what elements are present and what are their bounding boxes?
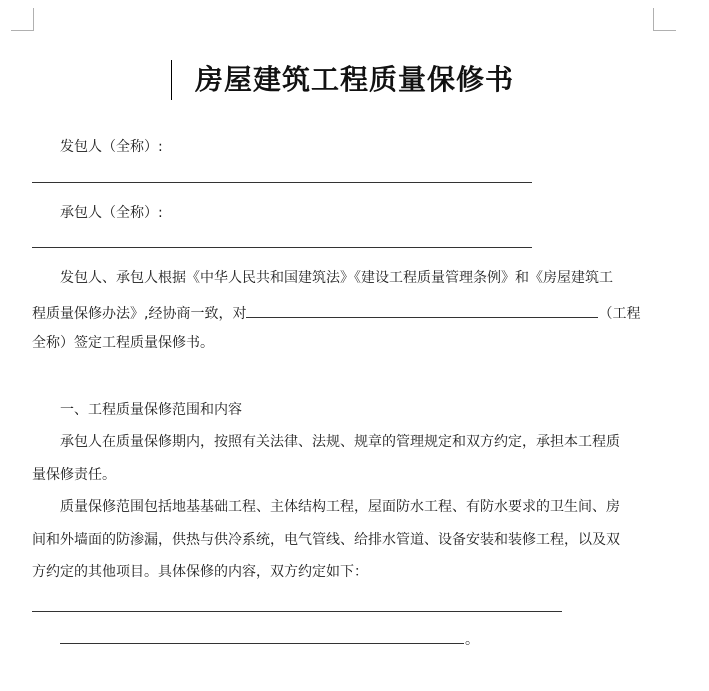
- section-1-p1-line-1: 承包人在质量保修期内，按照有关法律、法规、规章的管理规定和双方约定，承担本工程质: [60, 434, 620, 450]
- scope-content-line-2[interactable]: [60, 643, 464, 644]
- section-1-p2-line-3: 方约定的其他项目。具体保修的内容，双方约定如下：: [32, 564, 368, 580]
- contractor-field-label: 承包人（全称）:: [60, 205, 163, 221]
- intro-line-2-text: 程质量保修办法》,经协商一致，对: [32, 306, 247, 322]
- section-1-p1-line-2: 量保修责任。: [32, 467, 116, 483]
- section-1-heading: 一、工程质量保修范围和内容: [60, 402, 242, 418]
- scope-content-line-1[interactable]: [32, 611, 562, 612]
- contractor-name-line[interactable]: [32, 247, 532, 248]
- crop-mark-top-right: [653, 8, 676, 31]
- crop-mark-top-left: [11, 8, 34, 31]
- end-period: 。: [465, 632, 479, 648]
- section-1-p2-line-1: 质量保修范围包括地基基础工程、主体结构工程，屋面防水工程、有防水要求的卫生间、房: [60, 499, 620, 515]
- employer-field-label: 发包人（全称）:: [60, 139, 163, 155]
- intro-line-3: 全称）签定工程质量保修书。: [32, 335, 214, 351]
- intro-line-2: [32, 301, 640, 324]
- employer-name-line[interactable]: [32, 182, 532, 183]
- document-title: 房屋建筑工程质量保修书: [194, 63, 514, 96]
- project-name-blank[interactable]: [246, 301, 598, 318]
- intro-line-2-suffix: （工程: [598, 306, 641, 322]
- section-1-p2-line-2: 间和外墙面的防渗漏，供热与供冷系统，电气管线、给排水管道、设备安装和装修工程，以及双: [32, 532, 620, 548]
- intro-line-1: 发包人、承包人根据《中华人民共和国建筑法》《建设工程质量管理条例》和《房屋建筑工: [60, 270, 613, 286]
